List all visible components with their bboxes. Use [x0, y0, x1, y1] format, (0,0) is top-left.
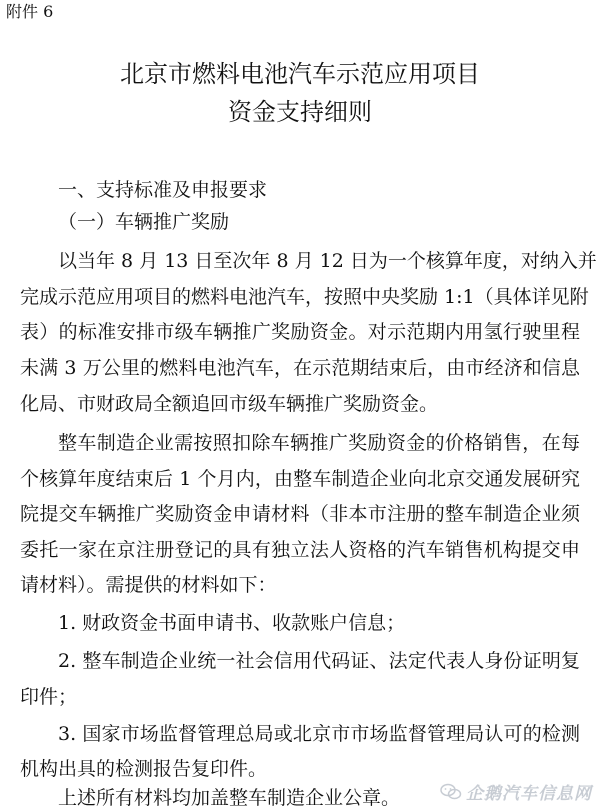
- attachment-label: 附件 6: [6, 2, 54, 21]
- paragraph-1-line: 完成示范应用项目的燃料电池汽车，按照中央奖励 1:1（具体详见附: [20, 286, 589, 308]
- material-item-3-line: 机构出具的检测报告复印件。: [20, 758, 268, 780]
- paragraph-2-line: 个核算年度结束后 1 个月内，由整车制造企业向北京交通发展研究: [20, 468, 580, 490]
- paragraph-2-line: 整车制造企业需按照扣除车辆推广奖励资金的价格销售，在每: [58, 432, 580, 454]
- section-heading: 一、支持标准及申报要求: [58, 179, 268, 201]
- material-item-2-line: 印件；: [20, 686, 78, 708]
- paragraph-1-line: 以当年 8 月 13 日至次年 8 月 12 日为一个核算年度，对纳入并: [58, 250, 597, 272]
- material-item-3-line: 3. 国家市场监督管理总局或北京市市场监督管理局认可的检测: [58, 723, 580, 745]
- paragraph-1-line: 未满 3 万公里的燃料电池汽车，在示范期结束后，由市经济和信息: [20, 357, 580, 379]
- material-item-2-line: 2. 整车制造企业统一社会信用代码证、法定代表人身份证明复: [58, 650, 580, 672]
- closing-line: 上述所有材料均加盖整车制造企业公章。: [58, 787, 401, 809]
- paragraph-2-line: 委托一家在京注册登记的具有独立法人资格的汽车销售机构提交申: [20, 539, 580, 561]
- document-title-line-2: 资金支持细则: [228, 98, 372, 126]
- material-item-1: 1. 财政资金书面申请书、收款账户信息；: [58, 612, 406, 634]
- paragraph-2-line: 请材料）。需提供的材料如下：: [20, 574, 277, 596]
- document-title-line-1: 北京市燃料电池汽车示范应用项目: [120, 60, 480, 88]
- paragraph-1-line: 化局、市财政局全额追回市级车辆推广奖励资金。: [20, 393, 439, 415]
- paragraph-2-line: 院提交车辆推广奖励资金申请材料（非本市注册的整车制造企业须: [20, 503, 580, 525]
- wechat-icon: [440, 783, 462, 801]
- subsection-heading: （一）车辆推广奖励: [58, 211, 230, 233]
- paragraph-1-line: 表）的标准安排市级车辆推广奖励资金。对示范期内用氢行驶里程: [20, 321, 580, 343]
- watermark: [440, 779, 592, 804]
- watermark-text: 企鹅汽车信息网: [466, 784, 592, 804]
